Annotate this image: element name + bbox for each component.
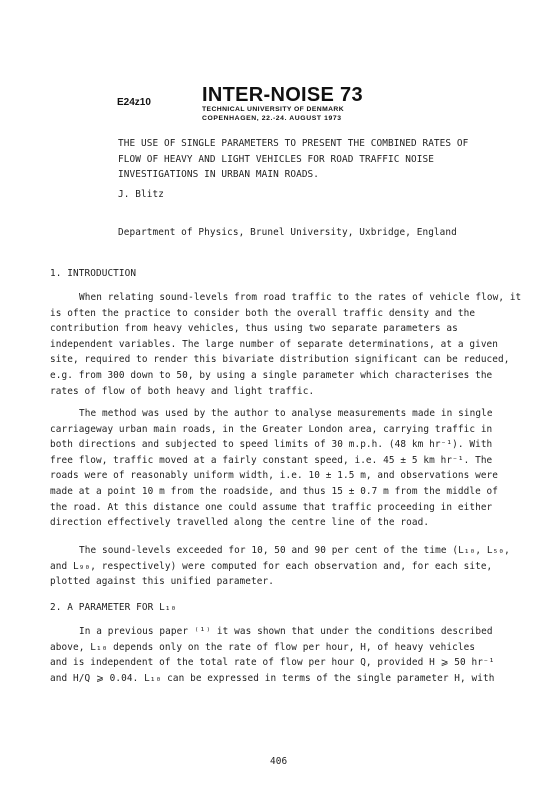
university-line: TECHNICAL UNIVERSITY OF DENMARK <box>202 106 345 113</box>
text-line: independent variables. The large number of separate determinations, at a given <box>50 338 499 350</box>
title-line: FLOW OF HEAVY AND LIGHT VEHICLES FOR ROAD TRAFFIC NOISE <box>118 153 434 165</box>
text-line: When relating sound-levels from road traffic to the rates of vehicle flow, it <box>79 292 522 303</box>
text-line: made at a point 10 m from the roadside, and thus 15 ± 0.7 m from the middle of <box>50 485 499 497</box>
text-line: both directions and subjected to speed limits of 30 m.p.h. (48 km hr⁻¹). With <box>50 439 493 451</box>
text-line: direction effectively travelled along the centre line of the road. <box>50 517 430 529</box>
text-line: and H/Q ⩾ 0.04. L₁₀ can be expressed in terms of the single parameter H, with <box>50 672 495 684</box>
affiliation: Department of Physics, Brunel University, Uxbridge, England <box>118 227 457 238</box>
text-line: The method was used by the author to analyse measurements made in single <box>79 408 493 419</box>
text-line: rates of flow of both heavy and light traffic. <box>50 385 315 397</box>
paper-title <box>118 136 468 183</box>
title-line: INVESTIGATIONS IN URBAN MAIN ROADS. <box>118 169 320 181</box>
section-heading: 1. INTRODUCTION <box>50 268 137 279</box>
text-line: carriageway urban main roads, in the Greater London area, carrying traffic in <box>50 423 493 435</box>
text-line: In a previous paper ⁽¹⁾ it was shown that under the conditions described <box>79 626 493 637</box>
title-line: THE USE OF SINGLE PARAMETERS TO PRESENT THE COMBINED RATES OF <box>118 138 469 149</box>
author: J. Blitz <box>118 189 164 200</box>
text-line: plotted against this unified parameter. <box>50 576 275 588</box>
page-number: 406 <box>270 756 288 767</box>
text-line: and is independent of the total rate of flow per hour Q, provided H ⩾ 50 hr⁻¹ <box>50 657 495 669</box>
text-line: the road. At this distance one could assume that traffic proceeding in either <box>50 501 493 513</box>
paragraph <box>50 543 510 590</box>
section-heading: 2. A PARAMETER FOR L₁₀ <box>50 602 177 613</box>
text-line: above, L₁₀ depends only on the rate of flow per hour, H, of heavy vehicles <box>50 641 476 653</box>
paper-code: E24z10 <box>117 97 151 108</box>
text-line: free flow, traffic moved at a fairly constant speed, i.e. 45 ± 5 km hr⁻¹. The <box>50 454 493 466</box>
text-line: site, required to render this bivariate distribution significant can be reduced, <box>50 354 510 366</box>
text-line: The sound-levels exceeded for 10, 50 and 90 per cent of the time (L₁₀, L₅₀, <box>79 545 510 556</box>
text-line: contribution from heavy vehicles, thus using two separate parameters as <box>50 323 458 335</box>
paragraph <box>50 290 521 399</box>
text-line: roads were of reasonably uniform width, i.e. 10 ± 1.5 m, and observations were <box>50 470 499 482</box>
text-line: and L₉₀, respectively) were computed for each observation and, for each site, <box>50 560 493 572</box>
location-date-line: COPENHAGEN, 22.-24. AUGUST 1973 <box>202 114 342 122</box>
conference-title: INTER-NOISE 73 <box>202 84 363 106</box>
paragraph <box>50 624 495 686</box>
text-line: is often the practice to consider both the overall traffic density and the <box>50 307 476 319</box>
paragraph <box>50 406 498 531</box>
conference-subtitle <box>202 106 344 124</box>
text-line: e.g. from 300 down to 50, by using a single parameter which characterises the <box>50 369 493 381</box>
